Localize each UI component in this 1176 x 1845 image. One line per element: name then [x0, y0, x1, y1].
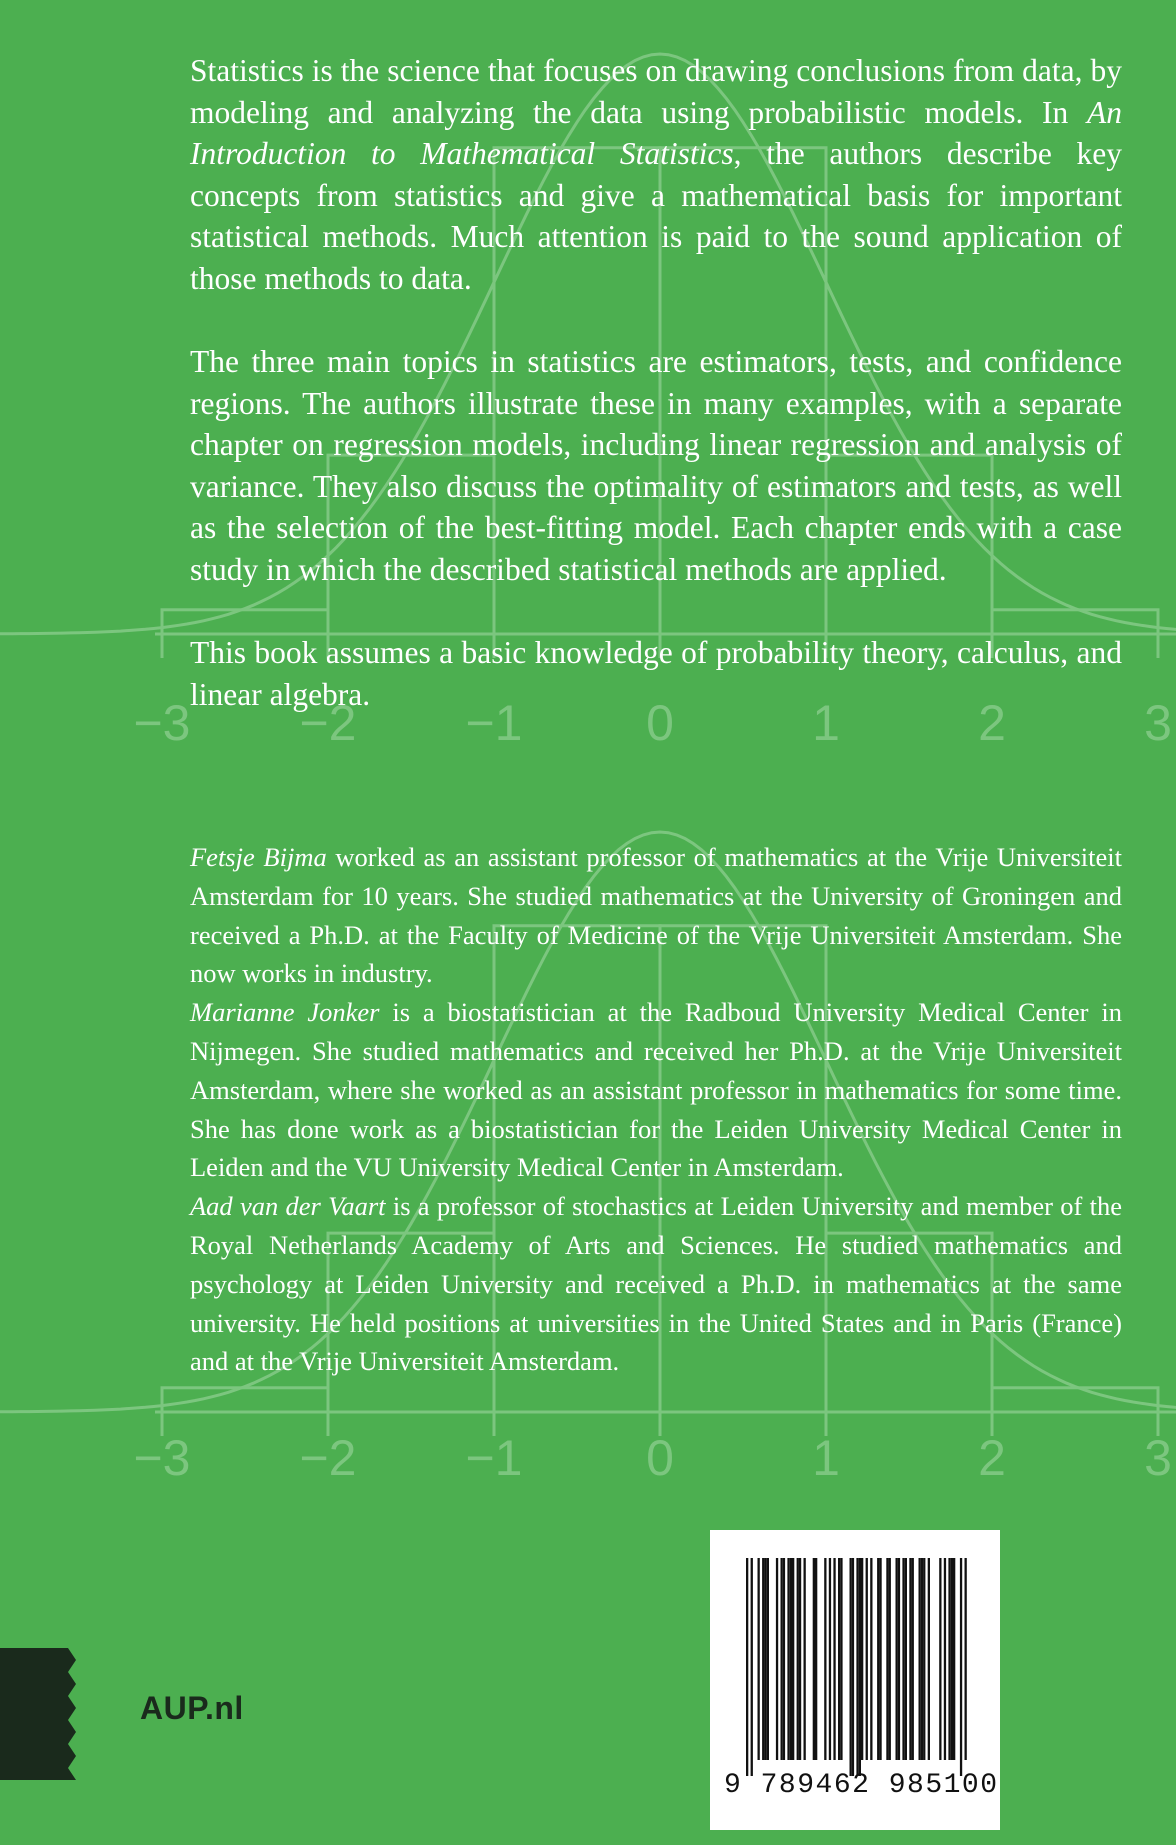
- axis-tick-label: 3: [1144, 695, 1172, 751]
- axis-tick-label: −2: [299, 1430, 357, 1486]
- barcode-bar: [787, 1558, 789, 1760]
- barcode-bar: [781, 1558, 783, 1760]
- barcode-bar: [764, 1558, 766, 1760]
- description-paragraph-1: Statistics is the science that focuses on drawing conclusions from data, by modeling and analyzing the data using probabilistic models. In An Introduction to Mathematical Statistics, the authors describe key concepts from statistics and give a mathematical basis for important statistical methods. Much attention is paid to the sound application of those methods to data.: [190, 53, 1122, 296]
- barcode-bar: [896, 1558, 898, 1760]
- author-name: Fetsje Bijma: [190, 842, 327, 872]
- barcode-bar: [829, 1558, 831, 1760]
- barcode-bar: [877, 1558, 879, 1760]
- barcode-bar: [813, 1558, 815, 1760]
- publisher-website: AUP.nl: [140, 1690, 244, 1726]
- author-bios: [190, 838, 1122, 1381]
- barcode-bar: [838, 1558, 840, 1760]
- barcode-bar: [815, 1558, 817, 1760]
- description-paragraph-3: This book assumes a basic knowledge of probability theory, calculus, and linear algebra.: [190, 635, 1122, 712]
- barcode-bar: [866, 1558, 868, 1760]
- barcode-bar: [953, 1558, 955, 1760]
- barcode-bar: [912, 1558, 914, 1760]
- histogram-bar: [992, 1388, 1158, 1412]
- barcode-bar: [861, 1558, 863, 1760]
- barcode-bar: [921, 1558, 923, 1760]
- axis-tick-label: 2: [978, 695, 1006, 751]
- barcode-bar: [905, 1558, 907, 1760]
- barcode-bar: [783, 1558, 785, 1760]
- author-bio-van-der-vaart: Aad van der Vaart is a professor of stochastics at Leiden University and member of the Royal Netherlands Academy of Arts and Sciences. He studied mathematics and psychology at Leiden University and received a Ph.D. in mathematics at the same university. He held positions at universities in the United States and in Paris (France) and at the Vrije Universiteit Amsterdam.: [190, 1191, 1123, 1377]
- barcode-bar: [790, 1558, 792, 1760]
- barcode-bar: [758, 1558, 760, 1760]
- barcode-bar: [859, 1558, 861, 1776]
- axis-tick-label: −3: [133, 1430, 191, 1486]
- barcode-bar: [833, 1558, 835, 1760]
- barcode-bar: [804, 1558, 806, 1760]
- author-name: Marianne Jonker: [190, 997, 380, 1028]
- barcode-bar: [939, 1558, 941, 1760]
- axis-tick-label: −1: [465, 695, 523, 751]
- barcode-bar: [856, 1558, 858, 1776]
- barcode-bar: [919, 1558, 921, 1760]
- axis-tick-label: −2: [299, 695, 357, 751]
- axis-tick-label: 0: [646, 695, 674, 751]
- barcode-bar: [928, 1558, 930, 1760]
- barcode-bar: [792, 1558, 794, 1760]
- barcode-bar: [965, 1558, 967, 1760]
- barcode-bar: [762, 1558, 764, 1760]
- publisher-logo-mark: [0, 1648, 80, 1780]
- axis-tick-label: 2: [978, 1430, 1006, 1486]
- barcode-bar: [824, 1558, 826, 1760]
- barcode-bar: [746, 1558, 748, 1776]
- barcode-bar: [751, 1558, 753, 1776]
- axis-tick-label: 0: [646, 1430, 674, 1486]
- barcode-bar: [948, 1558, 950, 1760]
- book-title: An Introduction to Mathematical Statistics: [190, 94, 1122, 171]
- barcode-bar: [852, 1558, 854, 1776]
- author-name: Aad van der Vaart: [190, 1191, 386, 1222]
- book-description: [190, 50, 1122, 715]
- barcode-bar: [923, 1558, 925, 1760]
- author-bio-bijma: Fetsje Bijma worked as an assistant professor of mathematics at the Vrije Universiteit Amsterdam for 10 years. She studied mathematics at the University of Groningen and received a Ph.D. at the Faculty of Medicine of the Vrije Universiteit Amsterdam. She now works in industry.: [190, 842, 1122, 989]
- description-paragraph-2: The three main topics in statistics are estimators, tests, and confidence regions. The authors illustrate these in many examples, with a separate chapter on regression models, including linear regression and analysis of variance. They also discuss the optimality of estimators and tests, as well as the selection of the best-fitting model. Each chapter ends with a case study in which the described statistical methods are applied.: [190, 344, 1122, 587]
- axis-tick-label: 3: [1144, 1430, 1172, 1486]
- barcode-bar: [886, 1558, 888, 1760]
- barcode-bar: [850, 1558, 852, 1776]
- barcode-bar: [902, 1558, 904, 1760]
- barcode-bar: [944, 1558, 946, 1760]
- barcode-bar: [840, 1558, 842, 1760]
- barcode-bar: [767, 1558, 769, 1760]
- axis-tick-label: 1: [812, 1430, 840, 1486]
- isbn-barcode: [710, 1530, 1000, 1830]
- axis-tick-label: −3: [133, 695, 191, 751]
- barcode-bar: [960, 1558, 962, 1776]
- barcode-bar: [879, 1558, 881, 1760]
- barcode-bar: [776, 1558, 778, 1760]
- histogram-bar: [162, 1388, 328, 1412]
- barcode-bar: [797, 1558, 799, 1760]
- isbn-number: 9 789462 985100: [724, 1770, 999, 1801]
- barcode-bar: [870, 1558, 872, 1760]
- barcode-bar: [889, 1558, 891, 1760]
- axis-tick-label: −1: [465, 1430, 523, 1486]
- axis-tick-label: 1: [812, 695, 840, 751]
- barcode-bar: [898, 1558, 900, 1760]
- barcode-bar: [951, 1558, 953, 1760]
- barcode-bar: [799, 1558, 801, 1760]
- barcode-bar: [909, 1558, 911, 1760]
- author-bio-jonker: Marianne Jonker is a biostatistician at the Radboud University Medical Center in Nijmegen. She studied mathematics and received her Ph.D. at the Vrije Universiteit Amsterdam, where she worked as an assistant professor in mathematics for some time. She has done work as a biostatistician for the Leiden University Medical Center in Leiden and the VU University Medical Center in Amsterdam.: [190, 997, 1122, 1183]
